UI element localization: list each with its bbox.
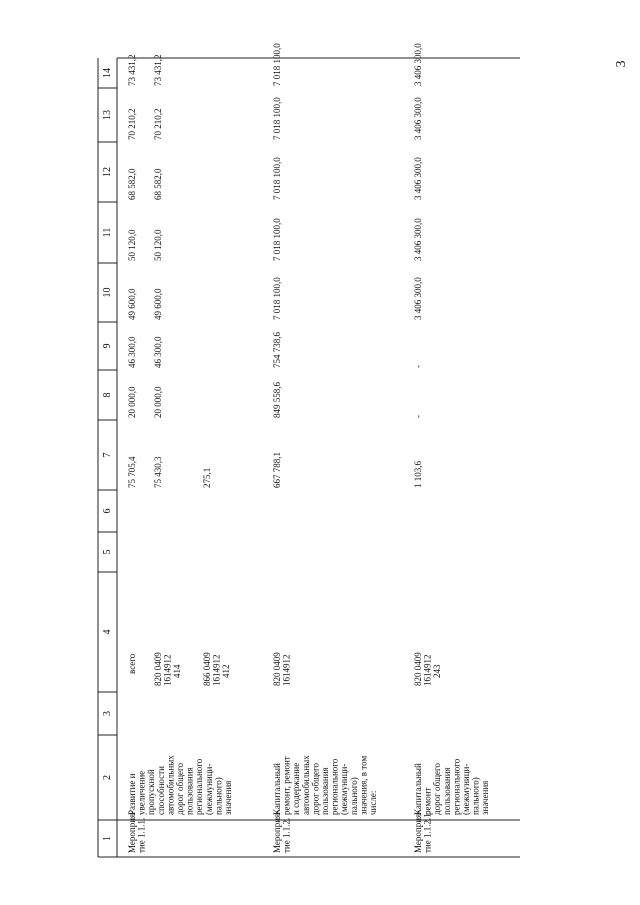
page-number: 3: [614, 60, 629, 68]
row1-value-c8: 20 000,0: [127, 386, 137, 418]
row3-col2-line: пального): [470, 777, 481, 815]
row3-value-c10: 3 406 300,0: [413, 277, 423, 320]
column-number-9: 9: [102, 343, 113, 349]
row1-col2-line: автомобильных: [165, 755, 176, 815]
row2-kbk-line: 820 0409: [272, 652, 282, 686]
row2-value-c9: 754 738,6: [272, 332, 282, 368]
row2-col2-line: автомобильных: [300, 755, 311, 815]
column-number-3: 3: [102, 711, 113, 716]
row2-col1-line: Мероприя-: [272, 810, 282, 853]
row2-value-c8: 849 558,6: [272, 382, 282, 418]
row1-value-c10: 49 600,0: [127, 288, 137, 320]
row1-kbk-line: 1614912: [211, 654, 222, 686]
row1-value-c13: 70 210,2: [127, 108, 137, 140]
row1-col1-line: Мероприя-: [127, 810, 137, 853]
table-cells: [102, 43, 490, 853]
row2-col2-line: регионального: [329, 758, 340, 815]
row2-value-c10: 7 018 100,0: [272, 277, 282, 320]
row2-col2-line: и содержание: [291, 762, 302, 815]
row1-value-c8: 20 000,0: [153, 386, 163, 418]
row2-kbk-line: 1614912: [281, 654, 292, 686]
row1-value-c14: 73 431,2: [153, 54, 163, 86]
row3-value-c12: 3 406 300,0: [413, 157, 423, 200]
row3-col2-line: Капитальный: [413, 763, 423, 815]
row3-kbk-line: 1614912: [422, 654, 433, 686]
row3-kbk-line: 243: [432, 664, 443, 678]
row3-value-c11: 3 406 300,0: [413, 218, 423, 261]
row1-col2-line: Развитие и: [127, 773, 137, 815]
column-number-10: 10: [102, 287, 113, 298]
row3-col2-line: ремонт: [422, 787, 433, 815]
row2-col1-line: тие 1.1.2.: [281, 817, 292, 853]
row1-value-c12: 68 582,0: [153, 168, 163, 200]
row3-col1-line: тие 1.1.2.1.: [422, 811, 433, 853]
row2-value-c7: 667 788,1: [272, 452, 282, 488]
column-number-14: 14: [102, 68, 113, 78]
row2-col2-line: пального): [348, 777, 359, 815]
row3-col2-line: регионального: [451, 758, 462, 815]
row2-col2-line: числе:: [368, 790, 378, 815]
row3-value-c9: -: [413, 365, 423, 368]
row2-value-c12: 7 018 100,0: [272, 157, 282, 200]
row3-value-c14: 3 406 300,0: [413, 43, 423, 86]
row3-col2-line: значения: [480, 780, 491, 815]
row1-value-c10: 49 600,0: [153, 288, 163, 320]
row2-col2-line: Капитальный: [272, 763, 282, 815]
column-number-2: 2: [102, 775, 113, 780]
column-number-12: 12: [102, 167, 113, 177]
row1-col2-line: дорог общего: [175, 763, 185, 815]
row1-col2-line: значения: [223, 780, 233, 815]
row3-col2-line: дорог общего: [432, 763, 443, 815]
row2-value-c11: 7 018 100,0: [272, 218, 282, 261]
row2-col2-line: дорог общего: [310, 763, 321, 815]
row1-value-c13: 70 210,2: [153, 108, 163, 140]
row3-col1-line: Мероприя-: [413, 810, 423, 853]
column-number-11: 11: [102, 227, 113, 238]
row3-col2-line: пользования: [441, 767, 452, 815]
row1-value-c9: 46 300,0: [153, 336, 163, 368]
row2-col2-line: значения, в том: [358, 755, 369, 815]
row1-col2-line: (межмуници-: [203, 763, 214, 815]
row1-value-c7: 275,1: [202, 467, 212, 488]
row1-col2-line: пального): [213, 777, 224, 815]
row2-col2-line: (межмуници-: [339, 763, 350, 815]
row1-col1-line: тие 1.1.1.: [136, 817, 147, 853]
row1-col2-line: пользования: [184, 767, 195, 815]
column-number-1: 1: [102, 836, 113, 841]
row1-kbk-line: 820 0409: [153, 652, 163, 686]
row2-value-c14: 7 018 100,0: [272, 43, 282, 86]
row1-value-c14: 73 431,2: [127, 54, 137, 86]
row1-col2-line: регионального: [194, 758, 205, 815]
column-number-4: 4: [102, 629, 113, 635]
row3-value-c8: -: [413, 415, 423, 418]
row1-value-c7: 75 705,4: [127, 456, 137, 488]
column-number-6: 6: [102, 508, 113, 514]
row3-value-c13: 3 406 300,0: [413, 97, 423, 140]
row2-col2-line: ремонт, ремонт: [281, 756, 292, 815]
row1-value-c11: 50 120,0: [127, 229, 137, 261]
row1-kbk-line: 866 0409: [202, 652, 212, 686]
row1-kbk-line: всего: [127, 653, 137, 674]
row2-value-c13: 7 018 100,0: [272, 97, 282, 140]
row1-kbk-line: 412: [221, 664, 232, 678]
row1-col2-line: пропускной: [146, 769, 157, 815]
row1-col2-line: увеличение: [136, 770, 147, 815]
column-number-13: 13: [102, 110, 113, 120]
row1-value-c7: 75 430,3: [153, 456, 163, 488]
row1-col2-line: способности: [155, 766, 166, 815]
column-number-7: 7: [102, 452, 113, 458]
row1-value-c9: 46 300,0: [127, 336, 137, 368]
row1-value-c11: 50 120,0: [153, 229, 163, 261]
column-number-8: 8: [102, 392, 113, 398]
row1-value-c12: 68 582,0: [127, 168, 137, 200]
row3-col2-line: (межмуници-: [461, 763, 471, 815]
row2-col2-line: пользования: [320, 767, 330, 815]
column-number-5: 5: [102, 549, 113, 555]
row1-kbk-line: 1614912: [162, 654, 173, 686]
row3-value-c7: 1 103,6: [413, 461, 423, 488]
row1-kbk-line: 414: [172, 664, 183, 678]
row3-kbk-line: 820 0409: [413, 652, 423, 686]
